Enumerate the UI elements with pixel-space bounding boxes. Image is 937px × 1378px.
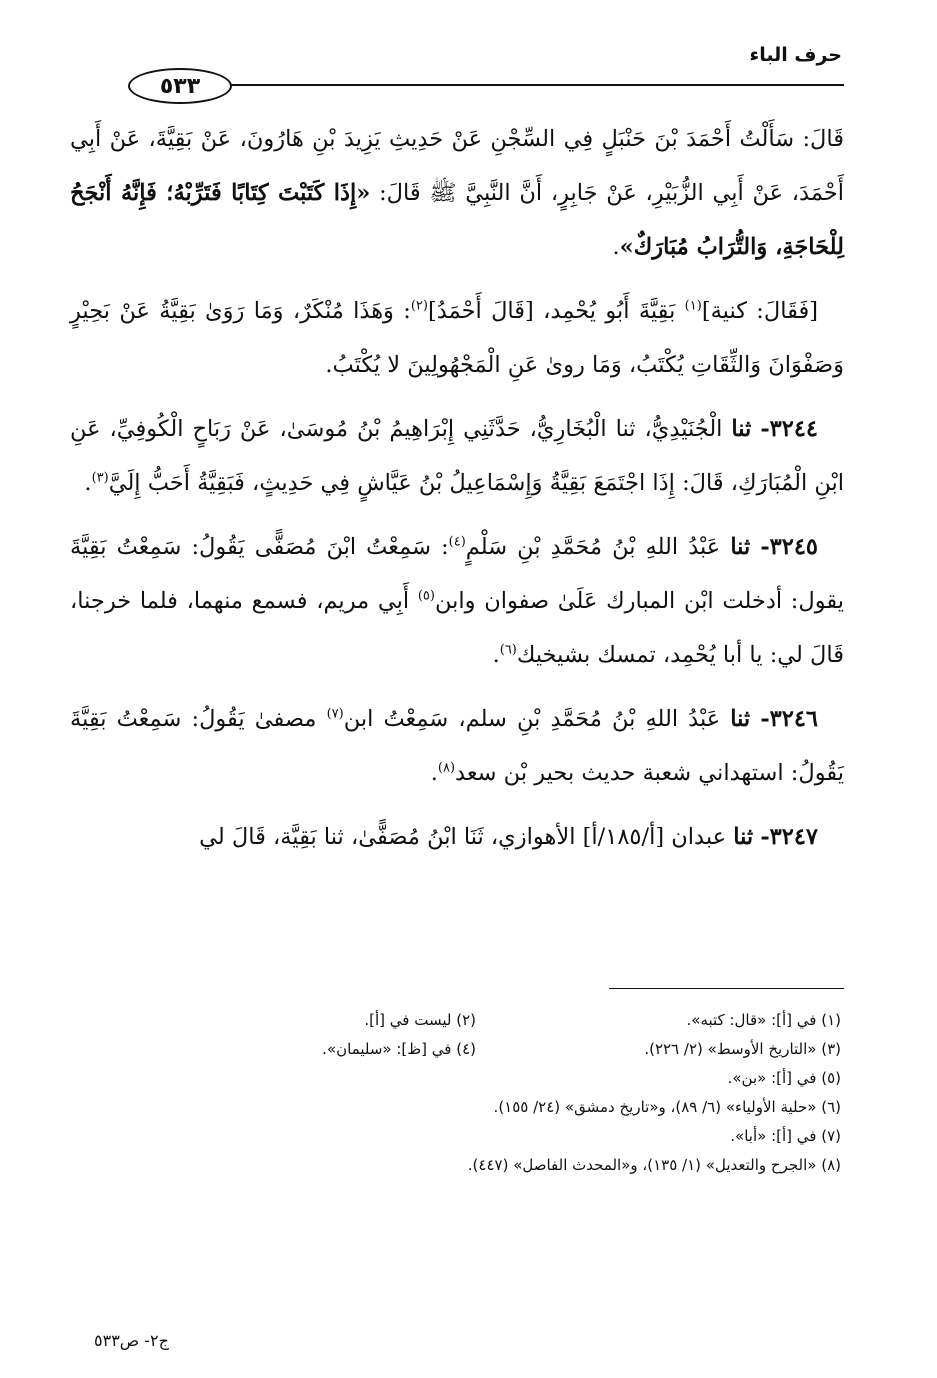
footnote-5: (٥) في [أ]: «بن». <box>727 1069 841 1087</box>
footnote-ref-8[interactable]: (٨) <box>437 760 456 776</box>
paragraph-text: مصفىٰ يَقُولُ: سَمِعْتُ بَقِيَّةَ يَقُولُ: استهداني شعبة حديث بحير بْن سعد <box>70 706 844 786</box>
hadith-number: ٣٢٤٧- <box>760 824 818 850</box>
footnote-ref-3[interactable]: (٣) <box>91 470 109 486</box>
footnote-7: (٧) في [أ]: «أبا». <box>730 1127 841 1145</box>
footnote-ref-6[interactable]: (٦) <box>499 642 517 658</box>
tna-keyword: ثنا <box>730 706 751 732</box>
tna-keyword: ثنا <box>730 534 751 560</box>
paragraph-end: . <box>84 470 92 496</box>
paragraph-text: الْجُنَيْدِيُّ، ثنا الْبُخَارِيُّ، حَدَّثَنِي إِبْرَاهِيمُ بْنُ مُوسَىٰ، عَنْ رَبَاحٍ الْكُوفِيِّ، عَنِ ابْنِ الْمُبَارَكِ، قَالَ: إِذَا اجْتَمَعَ بَقِيَّةُ وَإِسْمَاعِيلُ بْنُ عَيَّاشٍ فِي حَدِيثٍ، فَبَقِيَّةُ أَحَبُّ إِلَيَّ <box>70 416 844 496</box>
footnote-row <box>70 1035 844 1064</box>
footnote-row <box>70 1151 844 1180</box>
paragraph-3244 <box>70 402 844 510</box>
paragraph-end: . <box>612 234 620 260</box>
footnote-row <box>70 1006 844 1035</box>
chapter-title: حرف الباء <box>749 44 842 66</box>
footnote-ref-2[interactable]: (٢) <box>410 298 428 314</box>
paragraph-text: قَالَ: سَأَلْتُ أَحْمَدَ بْنَ حَنْبَلٍ فِي السِّجْنِ عَنْ حَدِيثِ يَزِيدَ بْنِ هَارُونَ، عَنْ بَقِيَّةَ، عَنْ أَبِي أَحْمَدَ، عَنْ أَبِي الزُّبَيْرِ، عَنْ جَابِرٍ، أَنَّ النَّبِيَّ ﷺ قَالَ: <box>70 126 844 206</box>
paragraph-text: : سَمِعْتُ ابْنَ مُصَفًّى يَقُولُ: سَمِعْتُ بَقِيَّةَ يقول: أدخلت ابْن المبارك عَلَىٰ صفوان وابن <box>70 534 844 614</box>
paragraph-1 <box>70 112 844 274</box>
footnote-3: (٣) «التاريخ الأوسط» (٢/ ٢٢٦). <box>644 1040 841 1058</box>
paragraph-text: أَبِي مريم، فسمع منهما، فلما خرجنا، قَالَ لي: يا أبا يُحْمِد، تمسك بشيخيك <box>70 588 844 668</box>
footnote-6: (٦) «حلية الأولياء» (٦/ ٨٩)، و«تاريخ دمشق» (٢٤/ ١٥٥). <box>493 1098 841 1116</box>
footnote-1: (١) في [أ]: «قال: كتبه». <box>686 1011 841 1029</box>
paragraph-3245 <box>70 520 844 682</box>
hadith-quote: «إِذَا كَتَبْتَ كِتَابًا فَتَرِّبْهُ؛ فَإِنَّهُ أَنْجَحُ لِلْحَاجَةِ، وَالتُّرَابُ مُبَارَكٌ» <box>70 180 844 260</box>
footnote-row <box>70 1064 844 1093</box>
footnote-ref-7[interactable]: (٧) <box>326 706 344 722</box>
footnote-2: (٢) ليست في [أ]. <box>364 1011 476 1029</box>
paragraph-text: عَبْدُ اللهِ بْنُ مُحَمَّدِ بْنِ سلم، سَمِعْتُ ابن <box>343 706 731 732</box>
footer-page-code: ج٢- ص٥٣٣ <box>94 1331 169 1350</box>
footnote-8: (٨) «الجرح والتعديل» (١/ ١٣٥)، و«المحدث الفاصل» (٤٤٧). <box>467 1156 841 1174</box>
paragraph-text: بَقِيَّةَ أَبُو يُحْمِد، [قَالَ أَحْمَدُ] <box>427 298 685 324</box>
hadith-number: ٣٢٤٥- <box>760 534 818 560</box>
footnote-ref-1[interactable]: (١) <box>684 298 702 314</box>
footnote-4: (٤) في [ظ]: «سليمان». <box>322 1040 476 1058</box>
tna-keyword: ثنا <box>731 416 752 442</box>
paragraph-3247 <box>70 810 844 864</box>
main-text <box>70 112 844 864</box>
page-number: ٥٣٣ <box>128 68 232 104</box>
tna-keyword: ثنا <box>733 824 754 850</box>
header-rule <box>130 84 844 86</box>
paragraph-text: عبدان [أ/١٨٥/أ] الأهوازي، ثَنَا ابْنُ مُصَفًّىٰ، ثنا بَقِيَّة، قَالَ لي <box>199 824 734 850</box>
paragraph-text: عَبْدُ اللهِ بْنُ مُحَمَّدِ بْنِ سَلْمٍ <box>465 534 731 560</box>
paragraph-text: [فَقَالَ: كنية] <box>701 298 818 324</box>
paragraph-end: . <box>492 642 500 668</box>
hadith-number: ٣٢٤٦- <box>760 706 818 732</box>
footnote-separator <box>609 988 844 989</box>
footnote-ref-5[interactable]: (٥) <box>417 588 435 604</box>
footnote-row <box>70 1093 844 1122</box>
paragraph-3246 <box>70 692 844 800</box>
footnote-row <box>70 1122 844 1151</box>
paragraph-end: . <box>430 760 438 786</box>
paragraph-text: : وَهَذَا مُنْكَرٌ، وَمَا رَوَىٰ بَقِيَّةُ عَنْ بَحِيْرٍ وَصَفْوَانَ وَالثِّقَاتِ يُكْتَبُ، وَمَا روىٰ عَنِ الْمَجْهُولِينَ لا يُكْتَبُ. <box>70 298 844 378</box>
footnotes <box>70 1006 844 1180</box>
footnote-ref-4[interactable]: (٤) <box>448 534 466 550</box>
hadith-number: ٣٢٤٤- <box>760 416 818 442</box>
paragraph-2 <box>70 284 844 392</box>
